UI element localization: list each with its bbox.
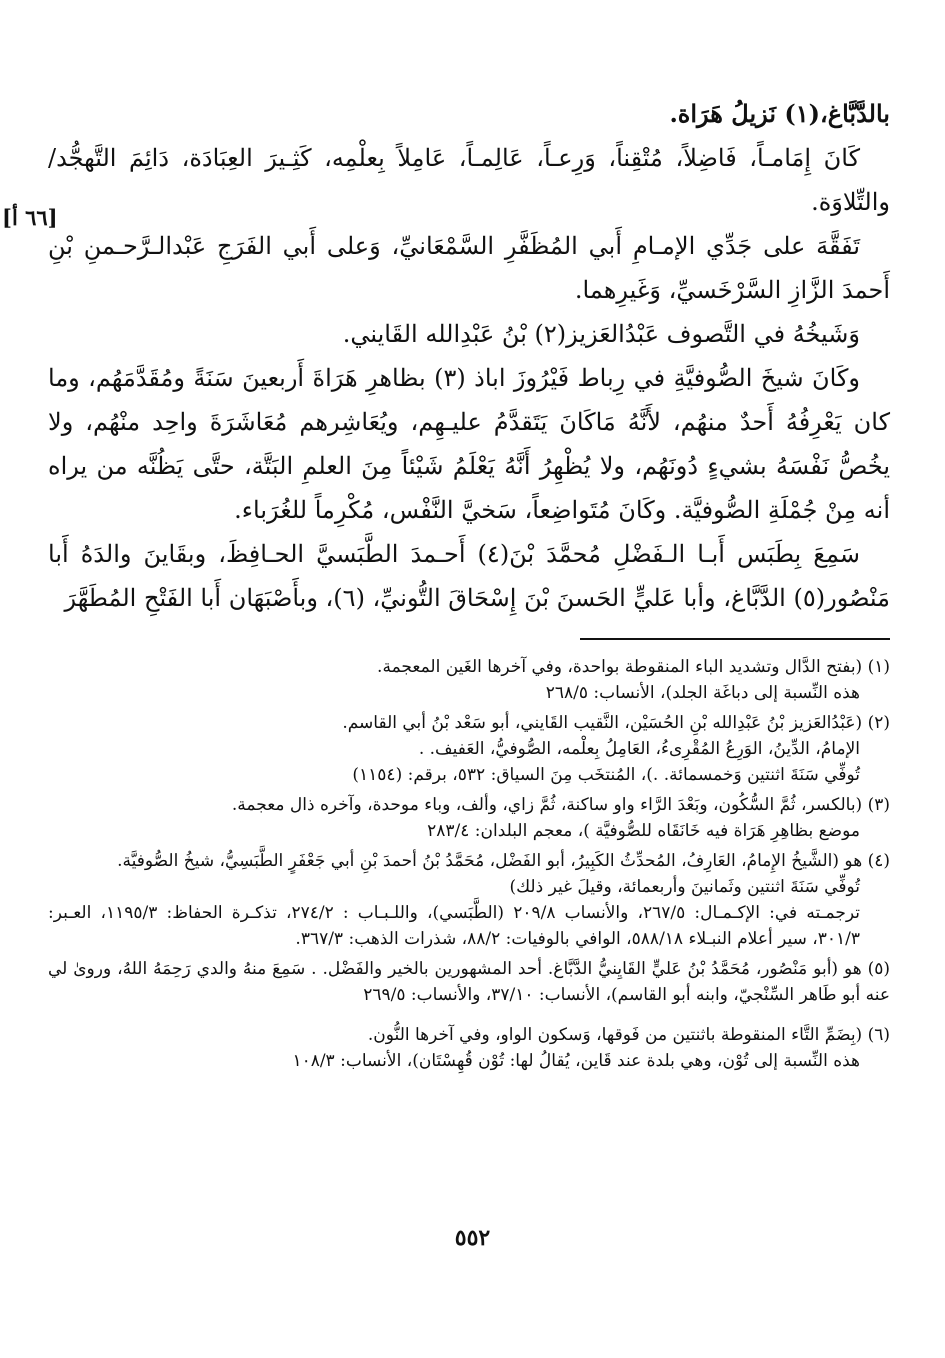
footnote-2: [48, 710, 890, 788]
page-number: ٥٥٢: [454, 1225, 491, 1251]
footnote-1: [48, 654, 890, 706]
footnote-line: (٤) هو (الشَّيخُ الإِمامُ، العَارِفُ، المُحدِّثُ الكَبِيرُ، أبو الفَضْل، مُحَمَّدُ بْنُ أحمدَ بْنِ أبي جَعْفَرٍ الطَّبَسِيُّ، شيخُ الصُّوفيَّة.: [117, 851, 890, 871]
footnote-line: موضع بظاهِرِ هَرَاة فيه خَانَقَاه للصُّوفيَّة )، معجم البلدان: ٢٨٣/٤: [427, 821, 860, 841]
footnote-line: هذه النِّسبة إلى دباغَة الجلد)، الأنساب: ٢٦٨/٥: [545, 683, 860, 703]
footnote-line: ترجمـته في: الإكـمـال: ٢٦٧/٥، والأنساب ٢٠٩/٨ (الطَّبَسي)، واللـبـاب : ٢٧٤/٢، تذكـرة الحفاظ: ١١٩٥/٣، العـبر: ٣٠١/٣، سير أعلام النبـلاء ٥٨٨/١٨، الوافي بالوفيات: ٨٨/٢، شذرات الذهب: ٣٦٧/٣.: [48, 903, 861, 949]
main-paragraph: وكَانَ شيخَ الصُّوفيَّةِ في رِباط فَيْرُوزَ اباذ (٣) بظاهرِ هَرَاةَ أَربعينَ سَنَةً ومُقَدَّمَهُم، وما كان يَعْرِفُهُ أَحدٌ منهُم، لأَنَّهُ مَاكَانَ يَتَقدَّمُ عليـهِم، ويُعَاشِرهم مُعَاشَرَةَ واحِد منْهُم، ولا يخُصُّ نَفْسَهُ بشيءٍ دُونَهُم، ولا يُظْهِرُ أَنَّهُ يَعْلَمُ شَيْئاً مِنَ العلمِ البَتَّة، حتَّى يَظُنَّه من يراه أنه مِنْ جُمْلَةِ الصُّوفيَّة. وكَانَ مُتَواضِعاً، سَخيَّ النَّفْس، مُكْرِماً للغُرَباء.: [48, 364, 890, 524]
footnote-line: (٥) هو (أبو مَنْصُور، مُحَمَّدُ بْنُ عَليٍّ القَايِنيُّ الدَّبَّاغ. أحد المشهورين بالخير والفَضْل. . سَمِعَ منهُ والدي رَحِمَهُ اللهُ، وروىٰ لي عنه أبو طَاهر السِّنْجيّ، وابنه أبو القاسم)، الأنساب: ٣٧/١٠، والأنساب: ٢٦٩/٥: [48, 959, 890, 1005]
footnote-line: تُوفِّي سَنَةَ اثنتين وَخمسمائة. .)، المُنتخَب مِنَ السياق: ٥٣٢، برقم: (١١٥٤): [352, 765, 860, 785]
footnote-line: الإمامُ، الدِّينُ، الوَرِعُ المُقْرِىءُ، العَامِلُ بِعلْمه، الصُّوفيُّ، العَفيف. .: [418, 739, 860, 759]
footnote-line: (٦) (بِضَمِّ التَّاء المنقوطة باثنتين من فَوقها، وَسكون الواو، وفي آخرها النُّون.: [367, 1025, 890, 1045]
footnote-3: [48, 792, 890, 844]
page-body: [48, 92, 890, 1074]
footnote-line: (٣) (بالكسر، ثُمَّ السُّكُون، وبَعْدَ الرَّاء واو ساكنة، ثُمَّ زاي، وألف، وباء موحدة، وآخره ذال معجمة.: [231, 795, 890, 815]
main-paragraph: كَانَ إِمَامـاً، فَاضِلاً، مُتْقِناً، وَرِعـاً، عَالِمـاً، عَامِلاً بِعلْمِه، كَثِـيرَ العِبَادَة، دَائِمَ التَّهجُّد/ والتِّلاوَة.: [48, 144, 890, 216]
footnote-line: تُوفِّي سَنَةَ اثنتين وثَمانينَ وأربعمائة، وقيلَ غير ذلك): [509, 877, 860, 897]
main-paragraph: بالدَّبَّاغ،(١) نَزيلُ هَرَاة.: [669, 99, 890, 128]
footnote-line: (٢) (عَبْدُالعَزيز بْنُ عَبْدِالله بْنِ الحُسَيْن، النَّقيب القَايني، أبو سَعْد بْنُ أبي القاسم.: [342, 713, 890, 733]
footnote-4: [48, 848, 890, 952]
footnote-line: هذه النِّسبة إلى تُوْن، وهي بلدة عند قَاين، يُقالُ لها: تُوْن قُهِسْتَان)، الأنساب: ١٠٨/٣: [292, 1051, 860, 1071]
margin-folio-reference: [٦٦ أ]: [2, 205, 58, 230]
footnote-line: (١) (بفتح الدَّال وتشديد الباء المنقوطة بواحدة، وفي آخرها الغَين المعجمة.: [377, 657, 890, 677]
footnotes: [48, 654, 890, 1074]
main-paragraph: تَفَقَّهَ على جَدِّي الإمـامِ أَبي المُظَفَّرِ السَّمْعَانيِّ، وَعلى أَبي الفَرَجِ عَبْدالـرَّحـمنِ بْنِ أَحمدَ الزَّازِ السَّرْخَسيِّ، وَغَيرِهما.: [48, 232, 890, 304]
main-paragraph: وَشَيخُهُ في التَّصوف عَبْدُالعَزيز(٢) بْنُ عَبْدِالله القَايني.: [342, 320, 860, 348]
footnote-divider: [580, 638, 890, 640]
main-paragraph: سَمِعَ بِطَبَس أَبـا الـفَضْلِ مُحمَّدَ بْنَ(٤) أَحـمدَ الطَّبَسيَّ الحـافِظَ، وبقَاينَ والدَهُ أَبا مَنْصُور(٥) الدَّبَّاغ، وأبا عَليٍّ الحَسنَ بْنَ إِسْحَاقَ التُّونيِّ، (٦)، وبأَصْبَهَان أَبا الفَتْحِ المُطَهَّرَ: [48, 540, 890, 612]
footnote-6: [48, 1022, 890, 1074]
main-text: [48, 92, 890, 620]
footnote-5: [48, 956, 890, 1008]
